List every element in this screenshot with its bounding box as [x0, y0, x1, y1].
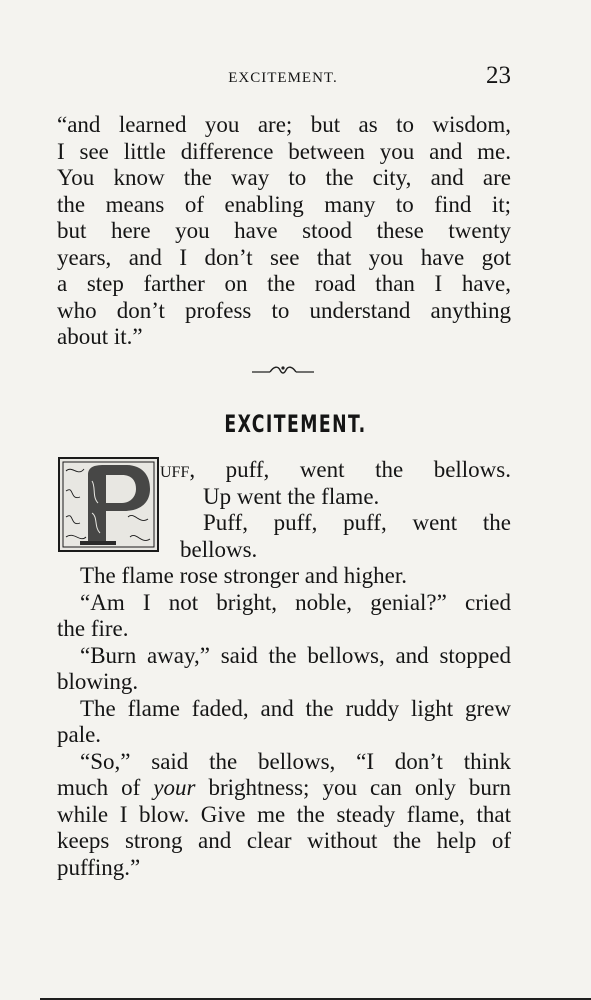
text-line: Up went the flame. — [203, 483, 380, 509]
text-line: “So,” said the bellows, “I don’t think — [80, 748, 511, 774]
text-line: Puff, puff, puff, went the — [203, 510, 511, 535]
text-line: You know the way to the city, and are — [57, 165, 511, 190]
text-line: I see little difference between you and me. — [57, 138, 511, 164]
text-line: bellows. — [180, 536, 258, 562]
page-header — [57, 62, 509, 96]
emphasized-word: your — [153, 775, 196, 800]
text-line: years, and I don’t see that you have got — [57, 244, 511, 270]
text-line: about it.” — [57, 324, 143, 349]
previous-story-ending — [57, 112, 511, 351]
text-line: keeps strong and clear without the help of — [57, 828, 511, 853]
text-line: the means of enabling many to find it; — [57, 191, 511, 217]
story-title: EXCITEMENT. — [224, 410, 367, 438]
text-line — [57, 775, 511, 802]
text-fragment: much of — [57, 775, 154, 800]
dropcap-continuation: uff — [160, 457, 190, 482]
text-line: The flame faded, and the ruddy light grew — [80, 695, 511, 721]
text-line: but here you have stood these twenty — [57, 218, 511, 243]
text-line: “Burn away,” said the bellows, and stopped — [80, 642, 511, 668]
running-head: EXCITEMENT. — [228, 70, 338, 86]
text-line: The flame rose stronger and higher. — [80, 563, 407, 588]
text-line: blowing. — [57, 669, 139, 694]
text-line: “and learned you are; but as to wisdom, — [57, 112, 511, 137]
page-number: 23 — [486, 62, 511, 89]
text-line: while I blow. Give me the steady flame, that — [57, 801, 511, 827]
text-line: a step farther on the road than I have, — [57, 271, 511, 296]
text-line: the fire. — [57, 616, 129, 641]
story-body — [57, 457, 511, 881]
text-line — [57, 457, 511, 484]
text-fragment: brightness; you can only burn — [195, 775, 512, 800]
section-divider-ornament — [250, 363, 316, 377]
text-fragment: , puff, went the bellows. — [189, 457, 511, 482]
text-line: who don’t profess to understand anything — [57, 297, 511, 323]
text-line: “Am I not bright, noble, genial?” cried — [80, 589, 511, 615]
text-line: pale. — [57, 722, 102, 747]
text-line: puffing.” — [57, 854, 141, 880]
